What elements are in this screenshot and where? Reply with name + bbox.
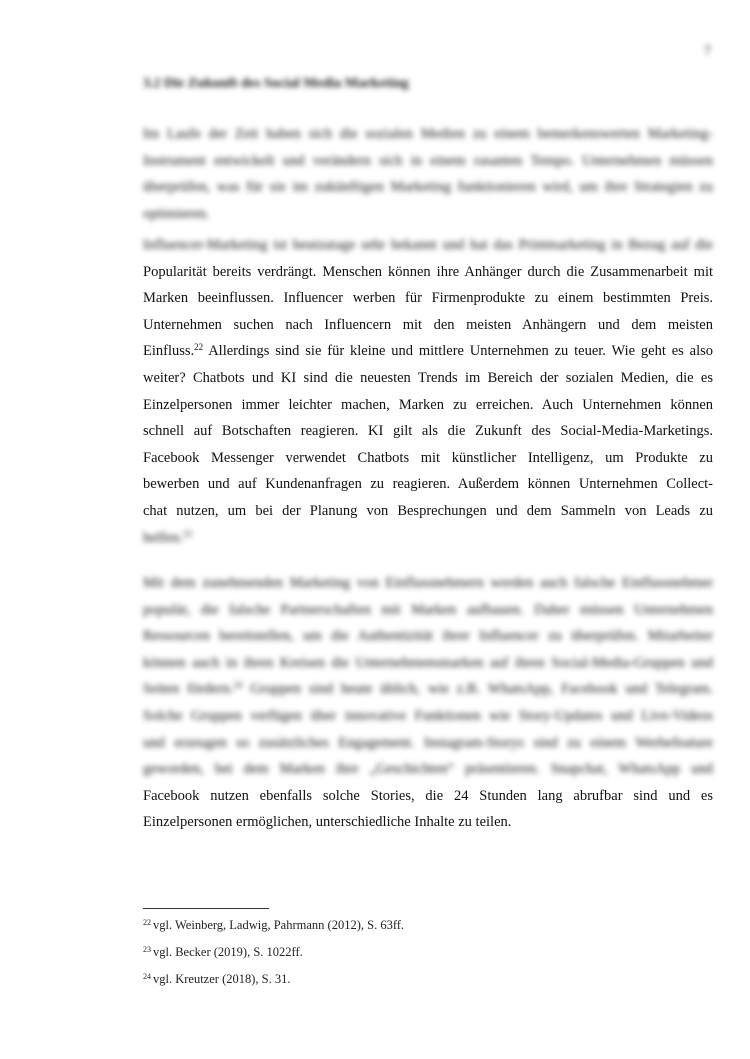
text-line: Marken beeinflussen. Influencer werben für Firmenprodukte zu einem bestimmten Preis. [143,290,713,307]
text-line: Solche Gruppen verfügen über innovative Funktionen wie Story-Updates und Live-Videos [143,707,713,724]
text-segment: Einfluss. [143,343,195,360]
section-heading: 3.2 Die Zukunft des Social Media Marketing [143,76,409,91]
text-line: geworden, bei dem Marken ihre „Geschichten“ präsentieren. Snapchat, WhatsApp und [143,761,713,778]
footnote-separator [143,908,269,909]
footnote-number: 23 [143,945,151,954]
text-line: Einzelpersonen ermöglichen, unterschiedliche Inhalte zu teilen. [143,814,512,831]
text-segment: Seiten fördern. [143,681,234,698]
text-line: chat nutzen, um bei der Planung von Besprechungen und dem Sammeln von Leads zu [143,502,713,519]
footnote-text: vgl. Kreutzer (2018), S. 31. [153,972,291,986]
footnote-number: 22 [143,918,151,927]
text-line [143,338,713,365]
footnote [143,972,290,987]
text-line: und erzeugen so zusätzliches Engagement. Instagram-Storys sind zu einem Werbefeature [143,734,713,751]
text-line: Influencer-Marketing ist heutzutage sehr bekannt und hat das Printmarketing in Bezug auf die [143,237,713,253]
text-line: Instrument entwickelt und verändern sich in einem rasanten Tempo. Unternehmen müssen [143,152,713,169]
text-line: Im Laufe der Zeit haben sich die sozialen Medien zu einem bemerkenswerten Marketing- [143,126,713,142]
footnote-text: vgl. Becker (2019), S. 1022ff. [153,945,303,959]
page-number: 7 [704,44,711,59]
text-line: weiter? Chatbots und KI sind die neuesten Trends im Bereich der sozialen Medien, die es [143,369,713,386]
footnote-ref[interactable]: 22 [194,342,204,353]
paragraph-1 [143,121,713,227]
text-line: schnell auf Botschaften reagieren. KI gilt als die Zukunft des Social-Media-Marketings. [143,423,713,440]
text-line: bewerben und auf Kundenanfragen zu reagieren. Außerdem können Unternehmen Collect- [143,476,713,493]
footnote [143,945,303,960]
text-segment: helfen. [143,529,183,546]
text-line: Mit dem zunehmenden Marketing von Einflussnehmern werden auch falsche Einflussnehmer [143,575,713,591]
text-line: Popularität bereits verdrängt. Menschen können ihre Anhänger durch die Zusammenarbeit mit [143,263,713,280]
text-line: Facebook nutzen ebenfalls solche Stories, die 24 Stunden lang abrufbar sind und es [143,787,713,804]
footnote [143,918,404,933]
footnote-text: vgl. Weinberg, Ladwig, Pahrmann (2012), S. 63ff. [153,918,405,932]
footnote-number: 24 [143,972,151,981]
text-line: Facebook Messenger verwendet Chatbots mit künstlicher Intelligenz, um Produkte zu [143,449,713,466]
text-line [143,676,713,703]
text-line: Unternehmen suchen nach Influencern mit den meisten Anhängern und dem meisten [143,316,713,333]
paragraph-3 [143,570,713,836]
text-line: populär, die falsche Partnerschaften mit Marken aufbauen. Daher müssen Unternehmen [143,601,713,618]
text-segment: Allerdings sind sie für kleine und mittlere Unternehmen zu teuer. Wie geht es also [203,343,713,360]
text-line: Einzelpersonen immer leichter machen, Marken zu erreichen. Auch Unternehmen können [143,396,713,413]
text-line: optimieren. [143,205,210,222]
text-segment: Gruppen sind heute üblich, wie z.B. WhatsApp, Facebook und Telegram. [242,681,713,698]
footnote-ref[interactable]: 23 [182,528,192,539]
footnote-ref[interactable]: 24 [233,680,243,691]
text-line: überprüfen, was für sie im zukünftigen Marketing funktionieren wird, um ihre Strategien zu [143,179,713,196]
text-line [143,525,713,552]
text-line: können auch in ihren Kreisen die Unternehmensmarken auf ihren Social-Media-Gruppen und [143,654,713,671]
paragraph-2 [143,232,713,551]
text-line: Ressourcen bereitstellen, um die Authentizität ihrer Influencer zu überprüfen. Mitarbeiter [143,628,713,645]
